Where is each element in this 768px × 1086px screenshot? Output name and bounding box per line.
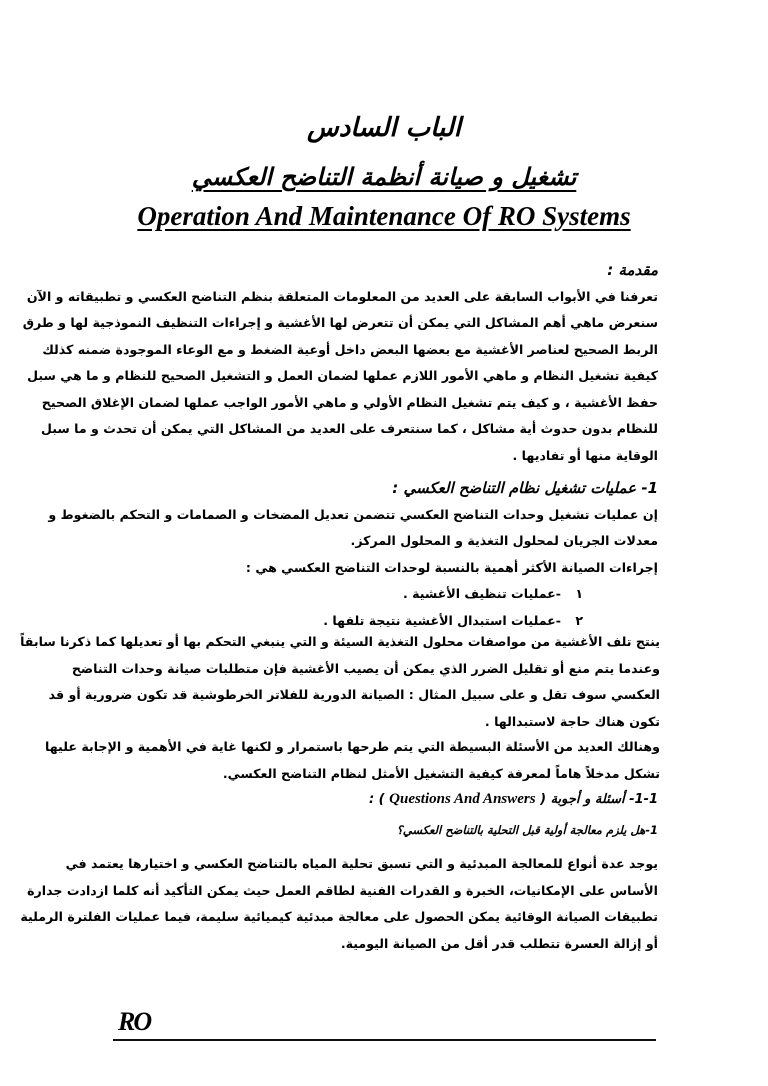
section-1-1 xyxy=(120,786,658,843)
answer-line: تطبيقات الصيانة الوقائية يمكن الحصول على معالجة مبدئية كيميائية سليمة، فيما عمليات الفلترة الرملية xyxy=(20,909,658,924)
intro-line: الوقاية منها أو تفاديها . xyxy=(512,447,658,463)
section-1-1-heading xyxy=(120,786,658,813)
section-1 xyxy=(48,475,658,634)
para2-line: ينتج تلف الأغشية من مواصفات محلول التغذية السيئة و التي ينبغي التحكم بها أو تعديلها كما ذكرنا سابقاً xyxy=(20,634,660,649)
intro-line: للنظام بدون حدوث أية مشاكل ، كما سنتعرف على العديد من المشاكل التي يمكن أن تحدث و ما سبل xyxy=(40,421,658,436)
page-title-arabic xyxy=(0,160,768,194)
intro-heading: مقدمة : xyxy=(607,261,658,279)
section-1-para1-line: معدلات الجريان لمحلول التغذية و المحلول المركز. xyxy=(350,533,658,548)
section-1-para1-line: إن عمليات تشغيل وحدات التناضح العكسي تتضمن تعديل المضخات و الصمامات و التحكم بالضغوط و xyxy=(48,506,658,522)
list-number: ١ xyxy=(575,586,583,601)
maintenance-list-intro: إجراءات الصيانة الأكثر أهمية بالنسبة لوحدات التناضح العكسي هي : xyxy=(245,559,658,575)
footer-divider xyxy=(113,1039,656,1041)
answer-line: الأساس على الإمكانيات، الخبرة و القدرات الفنية لطاقم العمل حيث يمكن التأكيد أنه كلما ازدادت جدارة xyxy=(27,882,658,898)
intro-line: تعرفنا في الأبواب السابقة على العديد من المعلومات المتعلقة بنظم التناضح العكسي و تطبيقاته و الآن xyxy=(26,288,658,304)
qa-heading-english: Questions And Answers xyxy=(389,791,536,807)
intro-section xyxy=(22,257,658,469)
maintenance-list-item xyxy=(120,581,658,608)
intro-line: الربط الصحيح لعناصر الأغشية مع بعضها البعض داخل أوعية الضغط و مع الوعاء الموجودة ضمنه كذلك xyxy=(42,341,658,357)
page-title-english xyxy=(0,198,768,234)
section-1-para2 xyxy=(20,629,660,735)
list-number: ٢ xyxy=(575,612,583,628)
section-1-heading: 1- عمليات تشغيل نظام التناضح العكسي : xyxy=(392,479,658,497)
intro-line: حفظ الأغشية ، و كيف يتم تشغيل النظام الأولي و ماهي الأمور الواجب عملها لضمان الإغلاق الصحيح xyxy=(41,394,658,410)
page-title-arabic-text: تشغيل و صيانة أنظمة التناضح العكسي xyxy=(191,163,577,191)
section-1-para3 xyxy=(45,734,660,787)
question-1: 1-هل يلزم معالجة أولية قبل التحلية بالتناضح العكسي؟ xyxy=(396,822,658,837)
footer-logo: RO xyxy=(118,1007,151,1036)
chapter-title: الباب السادس xyxy=(306,113,462,143)
qa-heading-arabic: 1-1- أسئلة و أجوبة ( xyxy=(540,792,658,807)
intro-line: سنعرض ماهي أهم المشاكل التي يمكن أن تتعرض لها الأغشية و إجراءات التنظيف النموذجية لها و طرق xyxy=(22,315,658,330)
answer-line: يوجد عدة أنواع للمعالجة المبدئية و التي تسبق تحلية المياه بالتناضح العكسي و اختيارها يعتمد في xyxy=(65,856,658,871)
para2-line: العكسي سوف تقل و على سبيل المثال : الصيانة الدورية للفلاتر الخرطوشية قد تكون ضرورية أو قد xyxy=(48,687,660,702)
para3-line: تشكل مدخلاً هاماً لمعرفة كيفية التشغيل الأمثل لنظام التناضح العكسي. xyxy=(222,765,660,781)
para3-line: وهنالك العديد من الأسئلة البسيطة التي يتم طرحها باستمرار و لكنها غاية في الأهمية و الإجابة عليها xyxy=(45,739,660,754)
qa-heading-end: ) : xyxy=(368,792,385,807)
answer-line: أو إزالة العسرة تتطلب قدر أقل من الصيانة اليومية. xyxy=(340,935,658,951)
para2-line: وعندما يتم منع أو تقليل الضرر الذي يمكن أن يصيب الأغشية فإن متطلبات صيانة وحدات التناضح xyxy=(71,660,660,676)
list-text: -عمليات تنظيف الأغشية . xyxy=(402,586,561,601)
page-title-english-text: Operation And Maintenance Of RO Systems xyxy=(137,201,631,231)
list-text: -عمليات استبدال الأغشية نتيجة تلفها . xyxy=(323,612,561,628)
para2-line: تكون هناك حاجة لاستبدالها . xyxy=(484,713,660,729)
answer-1 xyxy=(20,851,658,957)
intro-line: كيفية تشغيل النظام و ماهي الأمور اللازم عملها لضمان العمل و التشغيل الصحيح للنظام و ما هي سبل xyxy=(27,368,658,383)
